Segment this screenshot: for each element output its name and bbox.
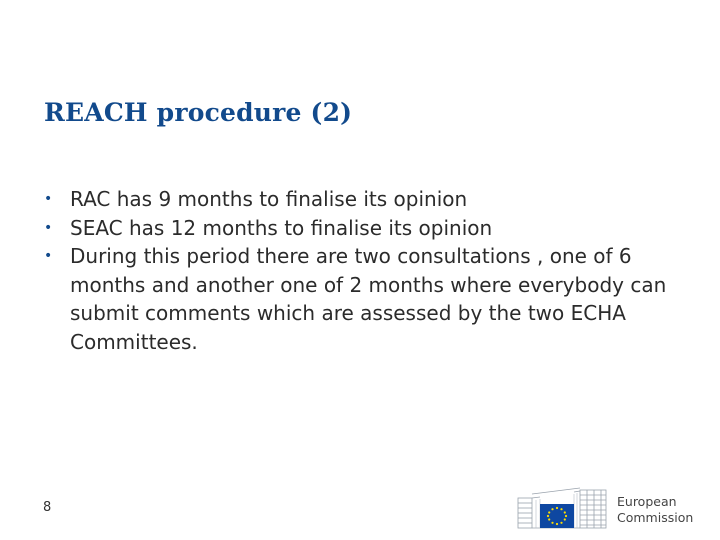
- bullet-text: During this period there are two consultations , one of 6 months and another one of 2 months where everybody can submit comments which are assessed by the two ECHA Committees.: [70, 244, 667, 354]
- bullet-text: RAC has 9 months to finalise its opinion: [70, 187, 468, 211]
- bullet-marker: •: [44, 219, 53, 236]
- bullet-text: SEAC has 12 months to finalise its opinion: [70, 215, 493, 240]
- bullet-list: [44, 185, 704, 357]
- bullet-marker: •: [44, 191, 53, 207]
- bullet-item: [44, 185, 704, 214]
- bullet-item: [44, 242, 704, 356]
- logo-line-european: European: [617, 494, 677, 509]
- page-number: 8: [43, 500, 52, 515]
- logo-line-commission: Commission: [617, 510, 694, 525]
- european-commission-logo: [516, 486, 696, 532]
- logo-wordmark: [617, 494, 693, 526]
- bullet-item: [44, 214, 704, 243]
- slide-title: REACH procedure (2): [44, 98, 353, 127]
- bullet-marker: •: [44, 248, 53, 265]
- eu-flag-building-icon: [516, 486, 608, 532]
